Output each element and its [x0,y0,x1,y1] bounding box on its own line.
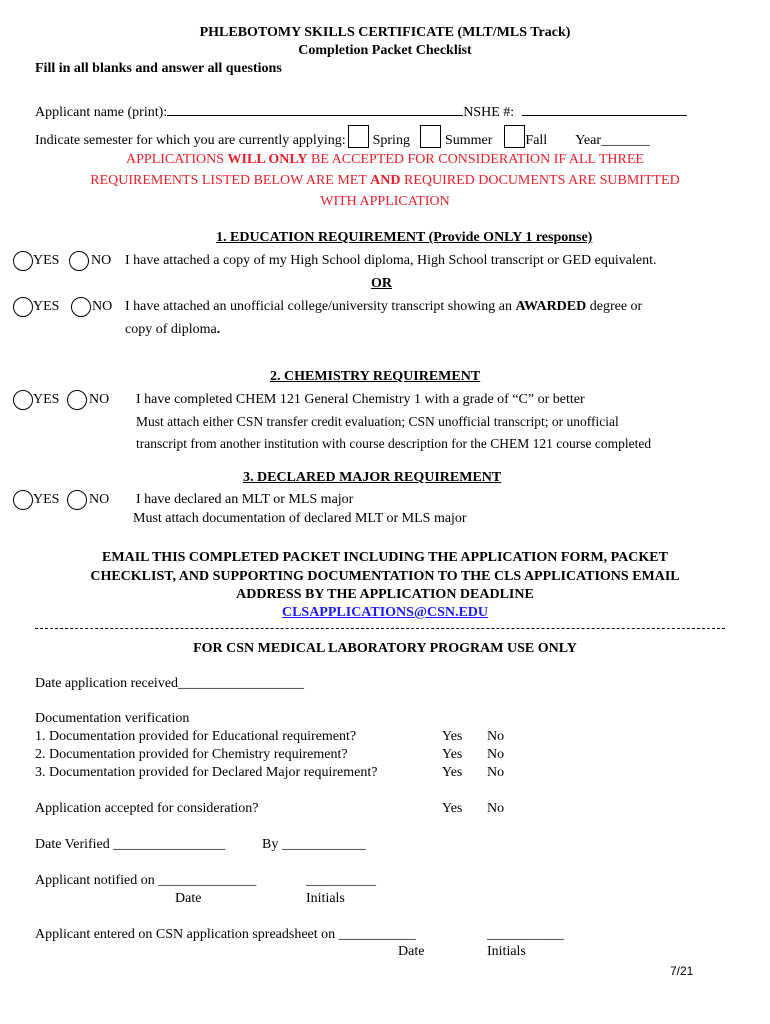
version-label: 7/21 [670,964,694,978]
chemistry-no-radio[interactable] [67,390,87,410]
spreadsheet-date-field[interactable]: Applicant entered on CSN application spreadsheet on ___________ [35,927,416,942]
notified-initials-field[interactable]: __________ [306,873,376,888]
document-subtitle: Completion Packet Checklist [298,43,472,58]
yes-label: YES [33,492,60,507]
verified-by-field[interactable]: By ____________ [262,837,366,852]
education-opt1-yes-radio[interactable] [13,251,33,271]
nshe-field[interactable] [522,101,687,116]
item-3-no[interactable]: No [487,765,505,780]
no-label: NO [91,253,112,268]
major-no-radio[interactable] [67,490,87,510]
yes-label: YES [33,392,60,407]
yes-label: YES [33,253,60,268]
accepted-label: Application accepted for consideration? [35,801,259,816]
or-label: OR [371,276,392,291]
semester-row [35,125,650,149]
email-instruction-2: CHECKLIST, AND SUPPORTING DOCUMENTATION TO THE CLS APPLICATIONS EMAIL [90,569,680,584]
education-opt2-no-radio[interactable] [71,297,91,317]
notice-line-1: APPLICATIONS WILL ONLY BE ACCEPTED FOR CONSIDERATION IF ALL THREE [126,152,644,167]
education-option-2-text-cont: copy of diploma. [125,322,221,337]
spreadsheet-initials-field[interactable]: ___________ [487,927,564,942]
education-option-2-text: I have attached an unofficial college/university transcript showing an AWARDED degree or [125,299,643,314]
major-heading: 3. DECLARED MAJOR REQUIREMENT [243,470,502,485]
item-2-no[interactable]: No [487,747,505,762]
verification-item-3: 3. Documentation provided for Declared Major requirement? [35,765,378,780]
spreadsheet-initials-caption: Initials [487,944,526,959]
email-address-row [0,605,770,621]
no-label: NO [89,492,110,507]
chemistry-instruction-1: Must attach either CSN transfer credit evaluation; CSN unofficial transcript; or unofficial [136,414,619,429]
notified-date-caption: Date [175,891,202,906]
nshe-label: NSHE #: [463,105,515,120]
chemistry-statement: I have completed CHEM 121 General Chemistry 1 with a grade of “C” or better [136,392,585,407]
major-yes-radio[interactable] [13,490,33,510]
accepted-no[interactable]: No [487,801,505,816]
notified-initials-caption: Initials [306,891,345,906]
year-field[interactable]: Year_______ [575,133,650,148]
major-instruction: Must attach documentation of declared MLT or MLS major [133,511,467,526]
applicant-name-field[interactable] [167,101,463,116]
instruction-text: Fill in all blanks and answer all questions [35,61,282,76]
document-title: PHLEBOTOMY SKILLS CERTIFICATE (MLT/MLS Track) [199,25,571,40]
item-1-no[interactable]: No [487,729,505,744]
semester-label: Indicate semester for which you are currently applying: [35,133,346,148]
item-2-yes[interactable]: Yes [442,747,463,762]
notified-date-field[interactable]: Applicant notified on ______________ [35,873,257,888]
notice-line-3: WITH APPLICATION [320,194,450,209]
email-instruction-3: ADDRESS BY THE APPLICATION DEADLINE [236,587,534,602]
applicant-name-row [35,101,687,121]
education-option-1-text: I have attached a copy of my High School diploma, High School transcript or GED equivalent. [125,253,657,268]
no-label: NO [89,392,110,407]
applicant-name-label: Applicant name (print): [35,105,168,120]
office-use-heading: FOR CSN MEDICAL LABORATORY PROGRAM USE ONLY [193,641,577,656]
item-3-yes[interactable]: Yes [442,765,463,780]
item-1-yes[interactable]: Yes [442,729,463,744]
date-received-field[interactable]: Date application received__________________ [35,676,305,691]
chemistry-yes-radio[interactable] [13,390,33,410]
chemistry-instruction-2: transcript from another institution with course description for the CHEM 121 course completed [136,436,652,451]
yes-label: YES [33,299,60,314]
verification-item-2: 2. Documentation provided for Chemistry requirement? [35,747,348,762]
email-instruction-1: EMAIL THIS COMPLETED PACKET INCLUDING THE APPLICATION FORM, PACKET [102,550,668,565]
spreadsheet-date-caption: Date [398,944,425,959]
date-verified-field[interactable]: Date Verified ________________ [35,837,226,852]
no-label: NO [92,299,113,314]
spring-checkbox[interactable] [348,125,369,148]
verification-item-1: 1. Documentation provided for Educational requirement? [35,729,357,744]
fall-label: Fall [525,133,548,148]
spring-label: Spring [372,133,410,148]
section-divider [35,628,725,629]
notice-line-2: REQUIREMENTS LISTED BELOW ARE MET AND REQUIRED DOCUMENTS ARE SUBMITTED [90,173,680,188]
doc-verification-label: Documentation verification [35,711,190,726]
major-statement: I have declared an MLT or MLS major [136,492,354,507]
summer-checkbox[interactable] [420,125,441,148]
summer-label: Summer [444,133,493,148]
education-opt2-yes-radio[interactable] [13,297,33,317]
chemistry-heading: 2. CHEMISTRY REQUIREMENT [270,369,481,384]
fall-checkbox[interactable] [504,125,525,148]
education-opt1-no-radio[interactable] [69,251,89,271]
accepted-yes[interactable]: Yes [442,801,463,816]
email-address-link[interactable]: CLSAPPLICATIONS@CSN.EDU [281,605,489,620]
education-heading: 1. EDUCATION REQUIREMENT (Provide ONLY 1 response) [216,230,593,245]
